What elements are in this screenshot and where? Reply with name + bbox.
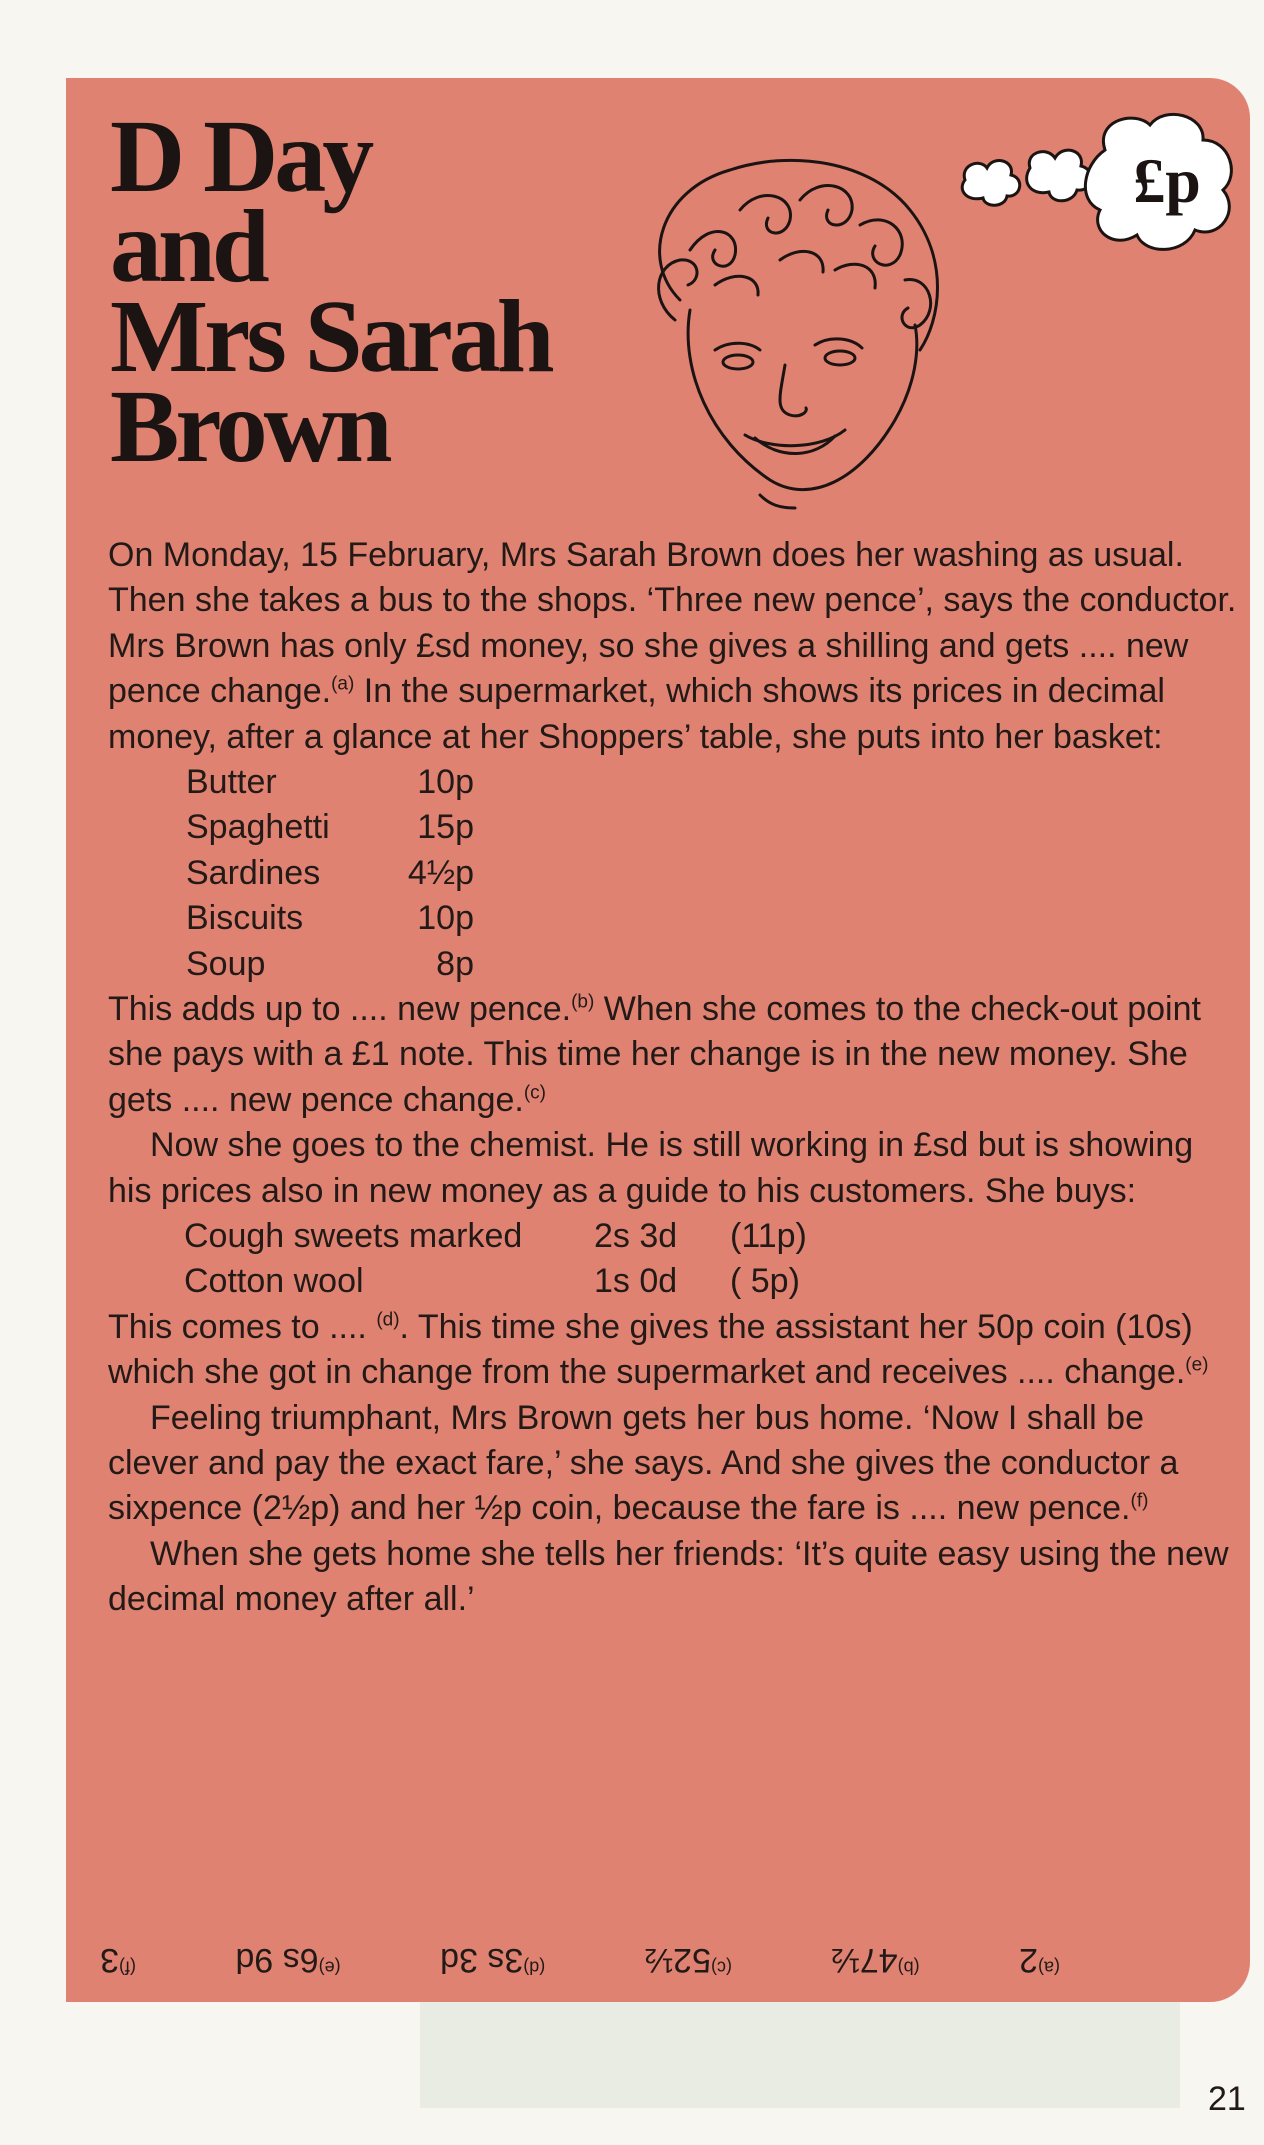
list-item: Sardines 4½p xyxy=(186,853,474,892)
text-run: On Monday, 15 February, Mrs Sarah Brown does her washing as usual. Then she takes a bus to the shops. ‘Three new pence’, says the conductor. Mrs Brown has only £sd money, so she gives a shilling and gets .... new pence change. xyxy=(108,536,1237,711)
footnote-marker: (c) xyxy=(523,1082,546,1104)
footnote-marker: (b) xyxy=(571,991,595,1013)
text-run: This adds up to .... new pence. xyxy=(108,989,572,1028)
footnote-marker: (a) xyxy=(331,673,355,695)
paragraph-change xyxy=(108,1305,1238,1396)
paragraph-checkout xyxy=(108,987,1238,1123)
basket-list xyxy=(186,760,1238,987)
answer-item: $^{(d)}$3s 3d xyxy=(440,1941,546,1980)
paragraph-bus-home xyxy=(108,1396,1238,1532)
answer-item: $^{(c)}$52½ xyxy=(644,1941,732,1980)
answer-item: $^{(b)}$47½ xyxy=(831,1941,920,1980)
text-run: When she comes to the check-out point she pays with a £1 note. This time her change is in the new money. She gets .... new pence change. xyxy=(108,989,1201,1119)
thought-bubble xyxy=(955,110,1245,260)
answer-item: $^{(f)}$3 xyxy=(100,1941,136,1980)
list-item: Butter 10p xyxy=(186,763,474,802)
footnote-marker: (e) xyxy=(1185,1354,1209,1376)
text-run: This comes to .... xyxy=(108,1307,377,1346)
paragraph-intro xyxy=(108,533,1238,760)
text-run: Feeling triumphant, Mrs Brown gets her bus home. ‘Now I shall be clever and pay the exact fare,’ she says. And she gives the conductor a sixpence (2½p) and her ½p coin, because the fare is .... new pence. xyxy=(108,1398,1179,1528)
list-item: Biscuits 10p xyxy=(186,899,474,938)
list-item: Cough sweets marked 2s 3d (11p) xyxy=(184,1217,807,1256)
title-line: Brown xyxy=(110,369,389,484)
article-title xyxy=(110,99,551,484)
title-line: D Day xyxy=(110,99,371,214)
paragraph-chemist: Now she goes to the chemist. He is still working in £sd but is showing his prices also in new money as a guide to his customers. She buys: xyxy=(108,1126,1194,1210)
text-run: . This time she gives the assistant her 50p coin (10s) which she got in change from the supermarket and receives .... change. xyxy=(108,1307,1193,1392)
list-item: Spaghetti 15p xyxy=(186,808,474,847)
list-item: Soup 8p xyxy=(186,944,474,983)
footnote-marker: (f) xyxy=(1130,1491,1149,1513)
sarah-brown-portrait xyxy=(620,150,970,510)
answer-item: $^{(a)}$2 xyxy=(1019,1941,1060,1980)
answer-item: $^{(e)}$6s 9d xyxy=(235,1941,341,1980)
text-run: In the supermarket, which shows its prices in decimal money, after a glance at her Shoppers’ table, she puts into her basket: xyxy=(108,672,1165,756)
page-number: 21 xyxy=(1208,2080,1246,2118)
footnote-marker: (d) xyxy=(376,1309,400,1331)
bubble-pound-pence: £p xyxy=(1133,145,1201,216)
upside-down-answers xyxy=(100,1935,1060,1985)
paragraph-conclusion: When she gets home she tells her friends: ‘It’s quite easy using the new decimal money after all.’ xyxy=(108,1534,1229,1619)
title-line: and xyxy=(110,189,266,304)
list-item: Cotton wool 1s 0d ( 5p) xyxy=(184,1262,800,1301)
chemist-list xyxy=(184,1214,1238,1305)
article-body xyxy=(108,533,1238,1623)
title-line: Mrs Sarah xyxy=(110,279,551,394)
